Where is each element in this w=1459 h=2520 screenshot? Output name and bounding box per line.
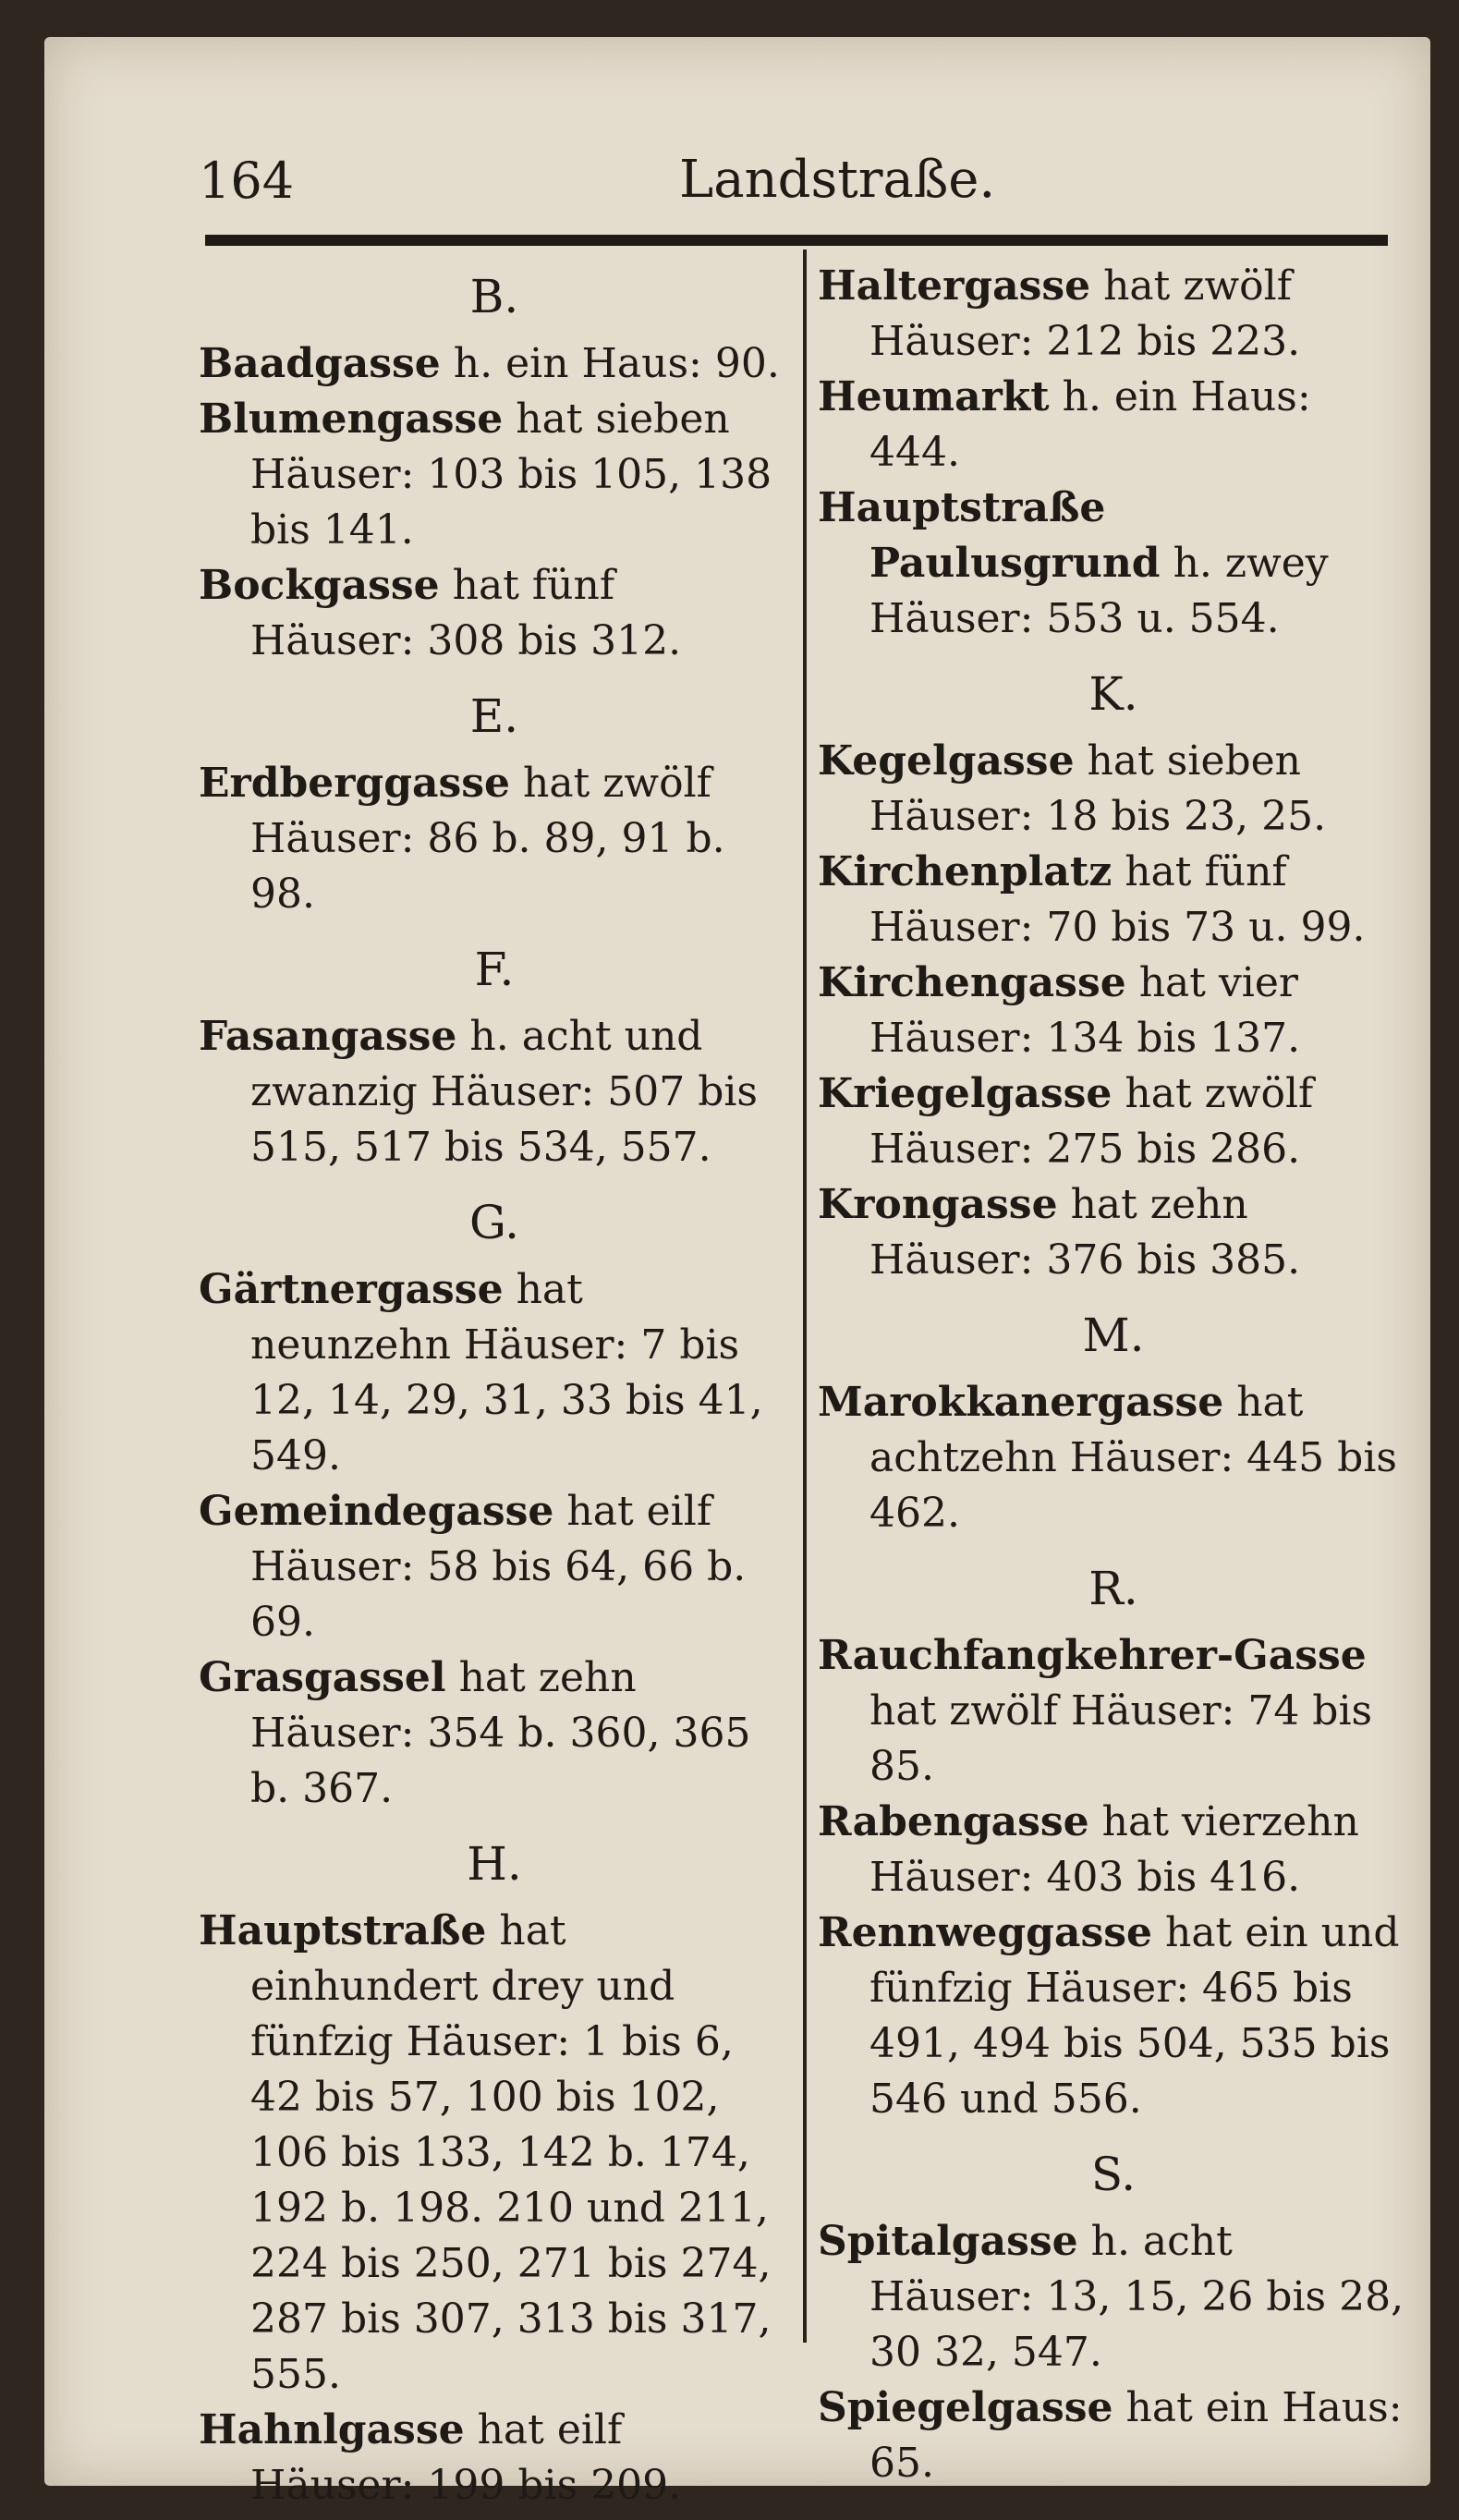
street-name: Bockgasse (199, 562, 440, 609)
street-entry (199, 1484, 790, 1650)
street-name: Gemeindegasse (199, 1488, 554, 1535)
street-name: Hauptstraße (199, 1907, 487, 1954)
street-name: Rauchfangkehrer-Gasse (818, 1632, 1367, 1679)
letter-section (818, 2140, 1409, 2491)
street-entry (818, 481, 1409, 647)
street-entry (199, 1650, 790, 1817)
letter-section (199, 1188, 790, 1817)
letter-section (818, 1301, 1409, 1541)
right-column (818, 259, 1409, 2491)
letter-section (818, 1554, 1409, 2127)
street-entry (818, 2214, 1409, 2380)
street-name: Blumengasse (199, 396, 504, 443)
header-rule (205, 235, 1388, 246)
section-letter-heading: B. (469, 270, 519, 323)
street-name: Hauptstraße Paulusgrund (818, 484, 1161, 587)
house-numbers: h. ein Haus: 90. (440, 340, 780, 387)
house-numbers: hat fünf Häuser: 308 bis 312. (250, 562, 682, 664)
street-name: Spitalgasse (818, 2218, 1078, 2265)
street-entry (818, 845, 1409, 956)
section-letter-heading: K. (1088, 667, 1138, 721)
street-name: Erdberggasse (199, 760, 511, 807)
house-numbers: hat ein und fünfzig Häuser: 465 bis 491, 494 bis 504, 535 bis 546 und 556. (869, 1909, 1400, 2123)
section-letter-heading: F. (474, 943, 515, 996)
house-numbers: hat zehn Häuser: 376 bis 385. (869, 1181, 1301, 1284)
street-entry (818, 1066, 1409, 1177)
house-numbers: h. zwey Häuser: 553 u. 554. (869, 540, 1329, 642)
page-header (199, 140, 1391, 224)
street-name: Baadgasse (199, 340, 441, 387)
street-entry (818, 1795, 1409, 1905)
house-numbers: hat eilf Häuser: 58 bis 64, 66 b. 69. (250, 1488, 747, 1646)
house-numbers: hat achtzehn Häuser: 445 bis 462. (869, 1379, 1397, 1537)
house-numbers: hat vierzehn Häuser: 403 bis 416. (869, 1798, 1359, 1901)
street-name: Kirchengasse (818, 959, 1126, 1006)
house-numbers: hat zwölf Häuser: 74 bis 85. (869, 1687, 1373, 1790)
street-name: Marokkanergasse (818, 1379, 1224, 1426)
street-name: Rennweggasse (818, 1909, 1152, 1956)
house-numbers: hat einhundert drey und fünfzig Häuser: 1 bis 6, 42 bis 57, 100 bis 102, 106 bis 133, 142 b. 174, 192 b. 198. 210 und 211, 224 bis 250, 271 bis 274, 287 bis 307, 313 bis 317, 555. (250, 1907, 772, 2398)
street-entry (818, 1905, 1409, 2127)
street-entry (199, 756, 790, 922)
street-name: Fasangasse (199, 1013, 457, 1060)
street-entry (818, 1177, 1409, 1288)
house-numbers: h. acht Häuser: 13, 15, 26 bis 28, 30 32, 547. (869, 2218, 1404, 2376)
street-name: Kriegelgasse (818, 1070, 1112, 1117)
house-numbers: hat zwölf Häuser: 275 bis 286. (869, 1070, 1314, 1173)
street-name: Kirchenplatz (818, 848, 1112, 895)
house-numbers: h. ein Haus: 444. (869, 373, 1311, 476)
page-number: 164 (199, 152, 295, 210)
section-letter-heading: R. (1088, 1562, 1138, 1615)
letter-section (199, 262, 790, 669)
column-divider (803, 250, 807, 2343)
section-letter-heading: H. (467, 1837, 522, 1891)
street-name: Kegelgasse (818, 737, 1075, 785)
street-entry (199, 2403, 790, 2514)
street-entry (818, 1628, 1409, 1795)
house-numbers: hat zehn Häuser: 354 b. 360, 365 b. 367. (250, 1654, 751, 1812)
running-head: Landstraße. (679, 150, 996, 210)
street-entry (199, 1262, 790, 1484)
street-entry (199, 1009, 790, 1175)
street-entry (199, 392, 790, 558)
street-name: Grasgassel (199, 1654, 446, 1701)
house-numbers: hat eilf Häuser: 199 bis 209. (250, 2406, 682, 2509)
house-numbers: hat sieben Häuser: 103 bis 105, 138 bis 141. (250, 396, 772, 554)
street-name: Haltergasse (818, 262, 1091, 310)
street-name: Gärtnergasse (199, 1266, 504, 1313)
street-entry (818, 956, 1409, 1066)
street-entry (818, 1375, 1409, 1541)
street-entry (818, 259, 1409, 370)
house-numbers: h. acht und zwanzig Häuser: 507 bis 515, 517 bis 534, 557. (250, 1013, 759, 1171)
section-letter-heading: E. (469, 689, 519, 743)
letter-section (818, 660, 1409, 1288)
street-name: Heumarkt (818, 373, 1050, 420)
house-numbers: hat neunzehn Häuser: 7 bis 12, 14, 29, 31, 33 bis 41, 549. (250, 1266, 763, 1479)
street-name: Hahnlgasse (199, 2406, 465, 2453)
letter-section (199, 682, 790, 922)
street-name: Rabengasse (818, 1798, 1089, 1845)
house-numbers: hat zwölf Häuser: 212 bis 223. (869, 262, 1301, 365)
letter-section (199, 935, 790, 1175)
section-letter-heading: M. (1082, 1309, 1145, 1362)
house-numbers: hat fünf Häuser: 70 bis 73 u. 99. (869, 848, 1366, 951)
street-name: Spiegelgasse (818, 2384, 1113, 2431)
house-numbers: hat ein Haus: 65. (869, 2384, 1403, 2487)
street-entry (818, 2380, 1409, 2491)
street-entry (818, 734, 1409, 845)
section-letter-heading: S. (1090, 2148, 1137, 2201)
left-column (199, 259, 790, 2514)
street-entry (818, 370, 1409, 481)
street-entry (199, 558, 790, 669)
letter-section (199, 1830, 790, 2514)
street-name: Krongasse (818, 1181, 1058, 1228)
street-entry (199, 336, 790, 392)
street-entry (199, 1904, 790, 2403)
house-numbers: hat sieben Häuser: 18 bis 23, 25. (869, 737, 1327, 840)
letter-section (818, 259, 1409, 647)
house-numbers: hat zwölf Häuser: 86 b. 89, 91 b. 98. (250, 760, 725, 918)
section-letter-heading: G. (468, 1196, 520, 1249)
house-numbers: hat vier Häuser: 134 bis 137. (869, 959, 1301, 1062)
